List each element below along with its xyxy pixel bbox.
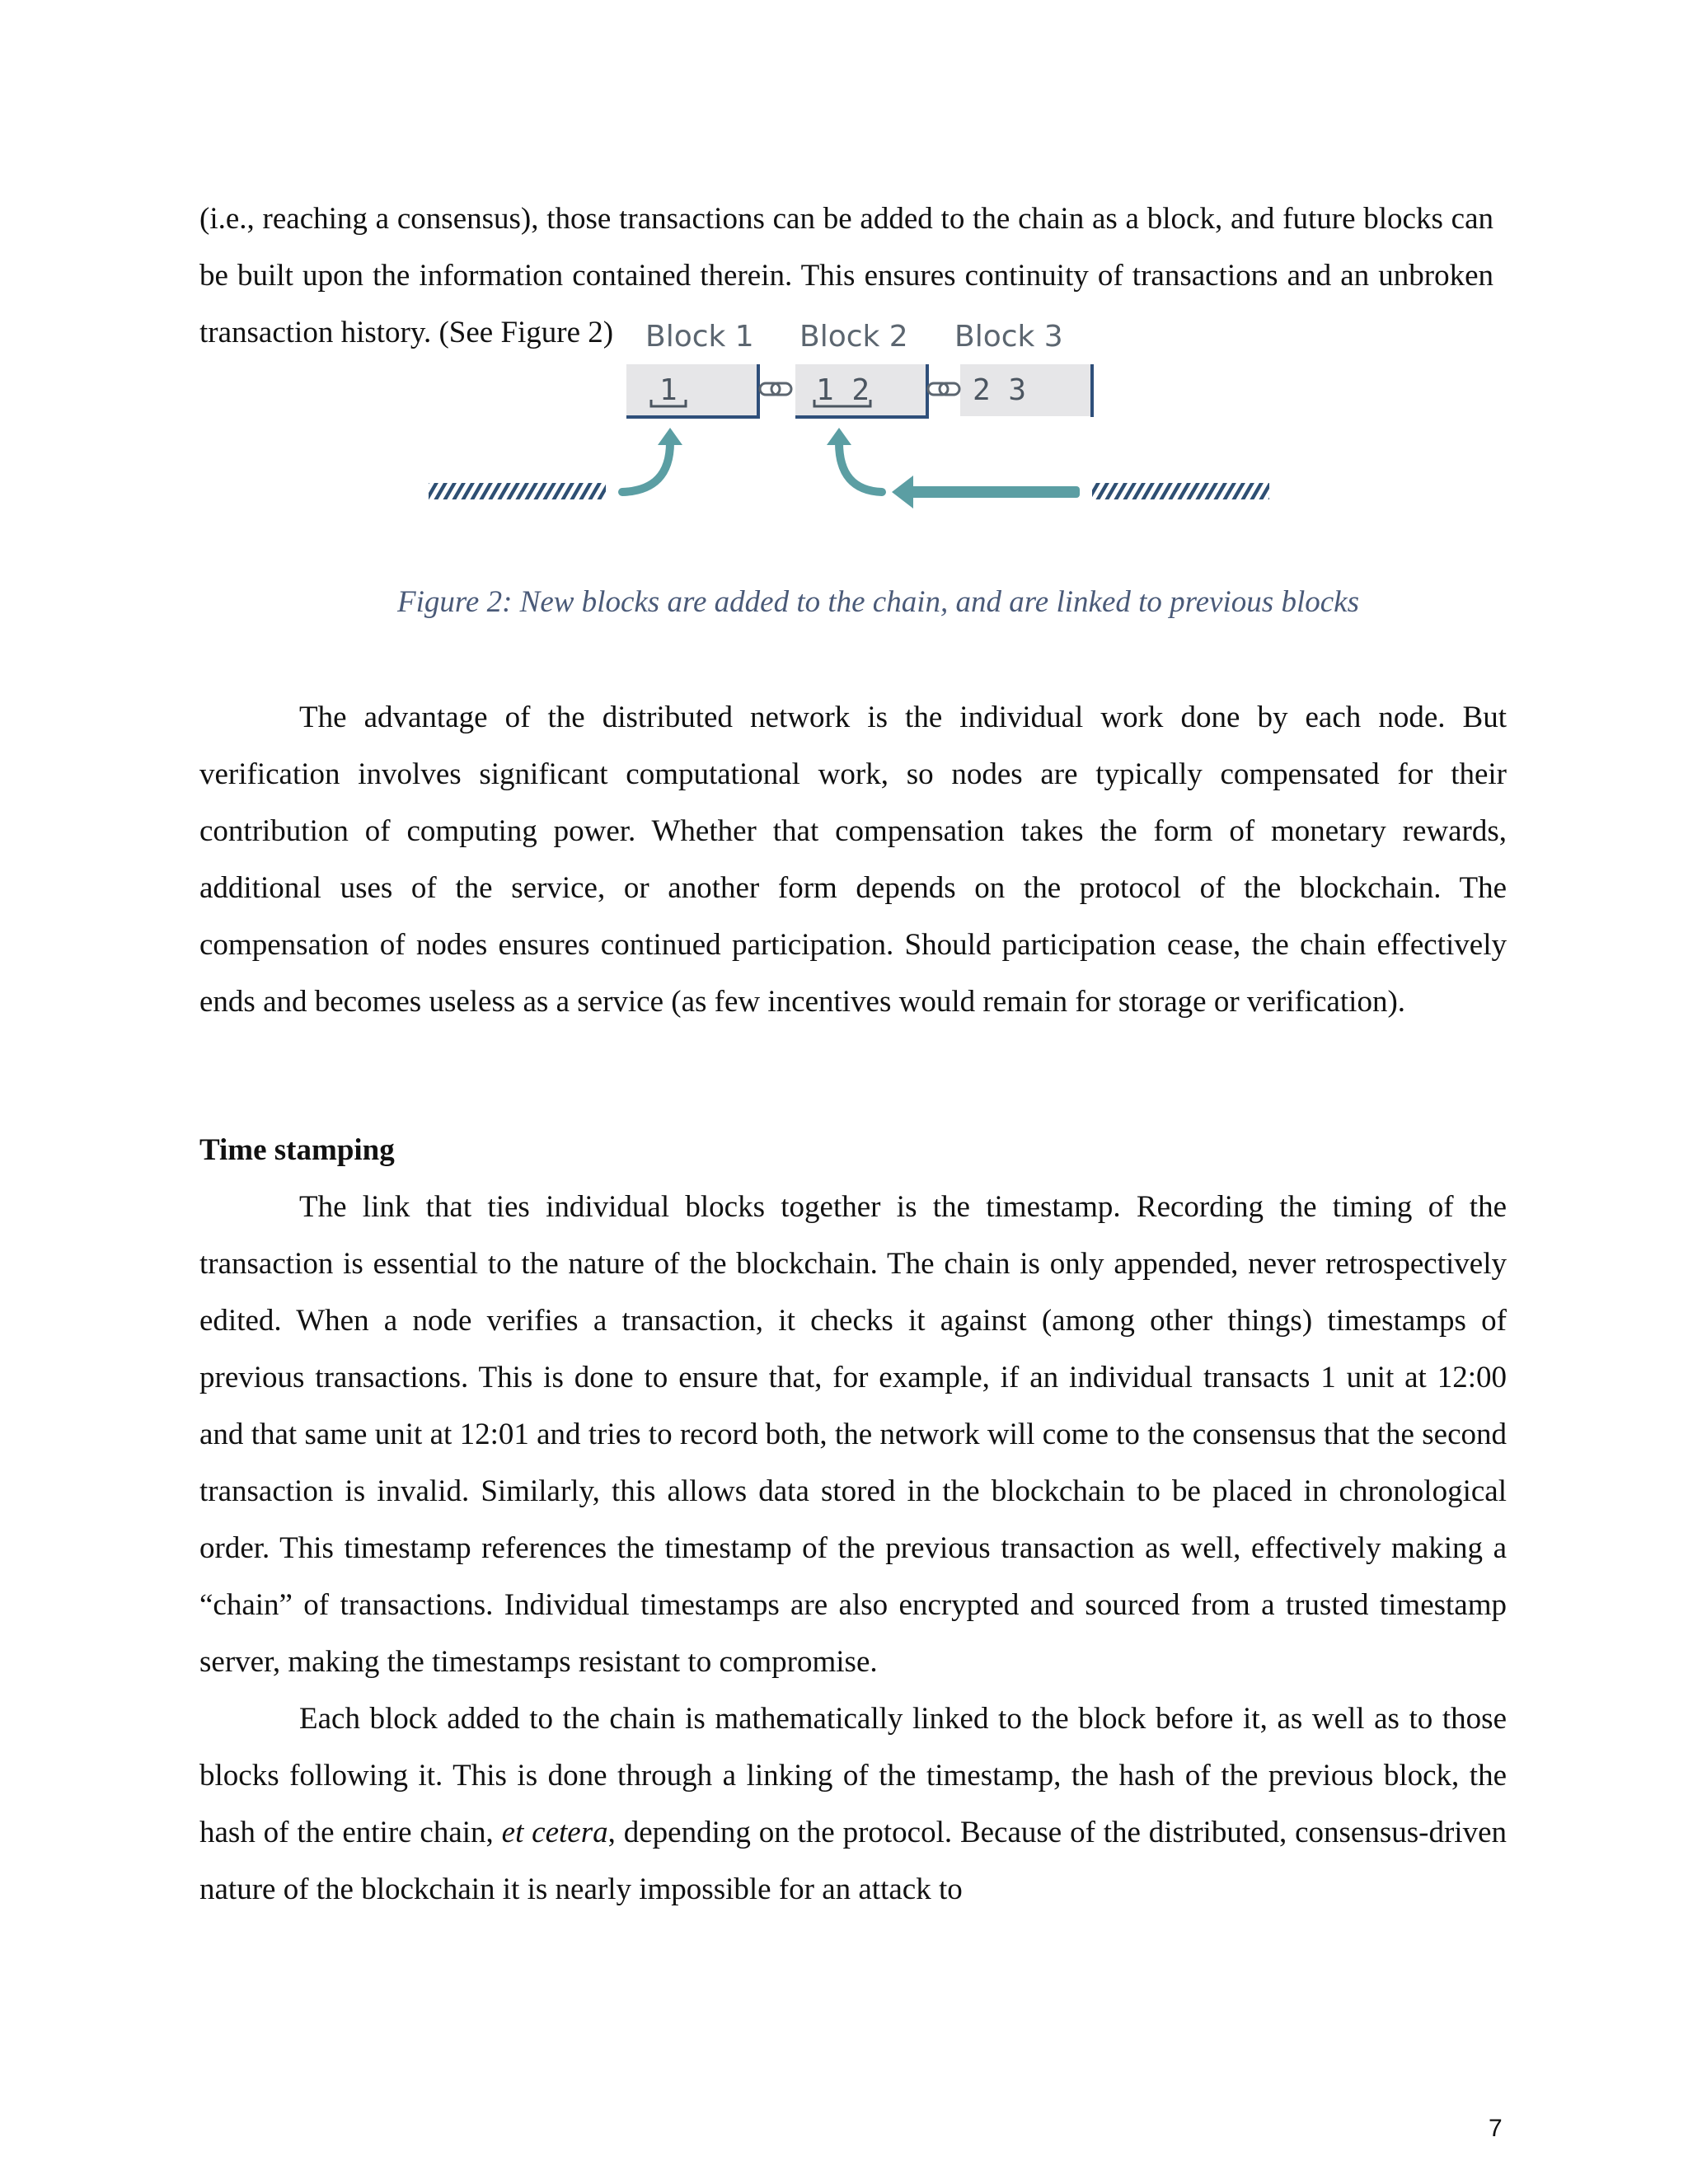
block-1 xyxy=(626,320,758,417)
intro-text: (i.e., reaching a consensus), those transactions can be added to the chain as a block, and future blocks can be built upon the information contained therein. This ensures continuity of transactions and an unbroken transaction history. (See Figure 2) xyxy=(199,202,1493,349)
block-3-label: Block 3 xyxy=(954,320,1063,354)
block-3 xyxy=(954,320,1092,417)
block-3-content: 2 3 xyxy=(973,373,1027,407)
chain-link-icon xyxy=(760,383,791,395)
para2-italic-text: et cetera xyxy=(501,1816,608,1849)
figure-caption: Figure 2: New blocks are added to the chain, and are linked to previous blocks xyxy=(397,585,1359,619)
figure-2-blockchain-diagram xyxy=(412,317,1286,515)
block-1-box xyxy=(626,364,758,416)
curved-arrow-up-icon xyxy=(827,428,882,492)
para2-text-end: , depending on the protocol. Because of the distributed, consensus-driven nature of the blockchain it is nearly impossible for an attack to xyxy=(199,1816,1507,1906)
block-1-label: Block 1 xyxy=(645,320,754,354)
chain-link-icon xyxy=(928,383,959,395)
page-number: 7 xyxy=(1489,2115,1503,2142)
advantage-text: The advantage of the distributed network is the individual work done by each node. But verification involves significant computational work, so nodes are typically compensated for their contribution of computing power. Whether that compensation takes the form of monetary rewards, additional uses of the service, or another form depends on the protocol of the blockchain. The compensation of nodes ensures continued participation. Should participation cease, the chain effectively ends and becomes useless as a service (as few incentives would remain for storage or verification). xyxy=(199,701,1507,1019)
arrow-left-icon xyxy=(892,476,1080,509)
block-2-content: 1 2 xyxy=(816,373,870,407)
para2-text-start: Each block added to the chain is mathematically linked to the block before it, as well as to those blocks following it. This is done through a linking of the timestamp, the hash of the previous block, the hash of the entire chain, xyxy=(199,1702,1507,1849)
section-heading: Time stamping xyxy=(199,1133,395,1167)
time-stamping-paragraph-1: The link that ties individual blocks together is the timestamp. Recording the timing of the transaction is essential to the nature of the blockchain. The chain is only appended, never retrospectively edited. When a node verifies a transaction, it checks it against (among other things) timestamps of previous transactions. This is done to ensure that, for example, if an individual transacts 1 unit at 12:00 and that same unit at 12:01 and tries to record both, the network will come to the consensus that the second transaction is invalid. Similarly, this allows data stored in the blockchain to be placed in chronological order. This timestamp references the timestamp of the previous transaction as well, effectively making a “chain” of transactions. Individual timestamps are also encrypted and sourced from a trusted timestamp server, making the timestamps resistant to compromise. xyxy=(199,1190,1507,1679)
advantage-paragraph xyxy=(199,689,1507,1030)
hatched-bar-right xyxy=(1092,483,1269,499)
time-stamping-paragraph-2 xyxy=(199,1690,1507,1918)
block-1-content: 1 xyxy=(659,373,678,407)
block-2 xyxy=(795,320,927,417)
hatched-bar-left xyxy=(429,483,606,499)
block-2-label: Block 2 xyxy=(799,320,908,354)
curved-arrow-up-icon xyxy=(622,428,682,492)
time-stamping-body xyxy=(199,1179,1507,1918)
